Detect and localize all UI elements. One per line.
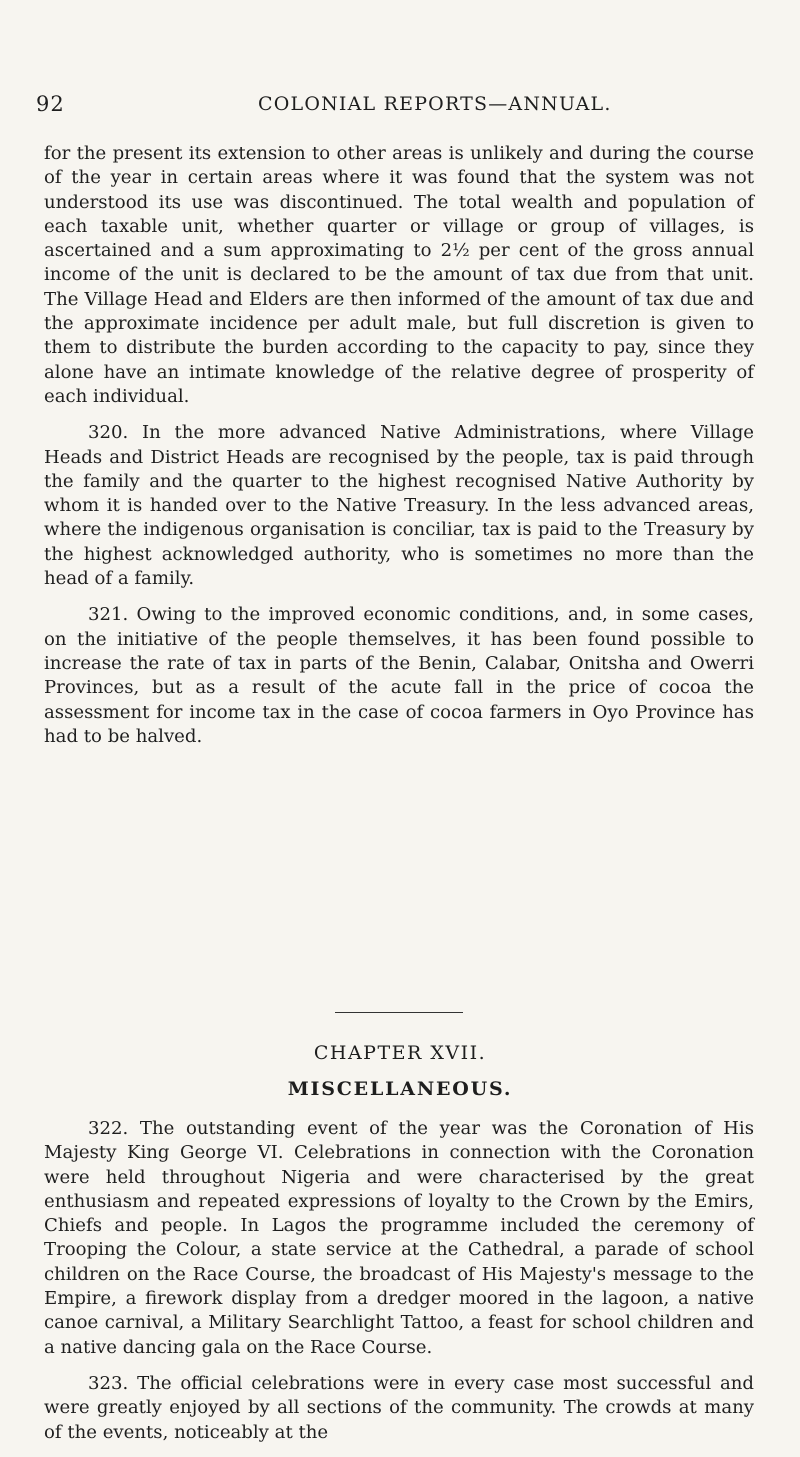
body-text-bottom xyxy=(44,1117,754,1457)
chapter-header xyxy=(0,1042,800,1100)
page-number: 92 xyxy=(36,92,65,116)
paragraph-321: 321. Owing to the improved economic conditions, and, in some cases, on the initiative of the people themselves, it has been found possible to increase the rate of tax in parts of the Benin, Calabar, Onitsha and Owerri Provinces, but as a result of the acute fall in the price of cocoa the assessment for income tax in the case of cocoa farmers in Oyo Province has had to be halved. xyxy=(44,604,754,747)
running-header xyxy=(36,92,766,122)
paragraph-322: 322. The outstanding event of the year was the Coronation of His Majesty King George VI. Celebrations in connection with the Coronation were held throughout Nigeria and were characterised by the great enthusiasm and repeated expressions of loyalty to the Crown by the Emirs, Chiefs and people. In Lagos the programme included the ceremony of Trooping the Colour, a state service at the Cathedral, a parade of school children on the Race Course, the broadcast of His Majesty's message to the Empire, a firework display from a dredger moored in the lagoon, a native canoe carnival, a Military Searchlight Tattoo, a feast for school children and a native dancing gala on the Race Course. xyxy=(44,1118,754,1358)
paragraph-323: 323. The official celebrations were in every case most successful and were greatly enjoyed by all sections of the community. The crowds at many of the events, noticeably at the xyxy=(44,1372,754,1443)
chapter-heading: CHAPTER XVII. xyxy=(313,1042,487,1064)
paragraph-320: 320. In the more advanced Native Administrations, where Village Heads and District Heads are recognised by the people, tax is paid through the family and the quarter to the highest recognised Native Authority by whom it is handed over to the Native Treasury. In the less advanced areas, where the indigenous organisation is conciliar, tax is paid to the Treasury by the highest acknowledged authority, who is sometimes no more than the head of a family. xyxy=(44,422,754,590)
section-heading: MISCELLANEOUS. xyxy=(287,1078,513,1100)
running-title: COLONIAL REPORTS—ANNUAL. xyxy=(258,93,612,115)
paragraph-continued: for the present its extension to other areas is unlikely and during the course of the year in certain areas where it was found that the system was not understood its use was discontinued. The total wealth and population of each taxable unit, whether quarter or village or group of villages, is ascertained and a sum approximating to 2½ per cent of the gross annual income of the unit is declared to be the amount of tax due from that unit. The Village Head and Elders are then informed of the amount of tax due and the approximate incidence per adult male, but full discretion is given to them to distribute the burden according to the capacity to pay, since they alone have an intimate knowledge of the relative degree of prosperity of each individual. xyxy=(44,143,754,407)
body-text-top xyxy=(44,142,754,761)
section-divider xyxy=(335,1012,463,1013)
